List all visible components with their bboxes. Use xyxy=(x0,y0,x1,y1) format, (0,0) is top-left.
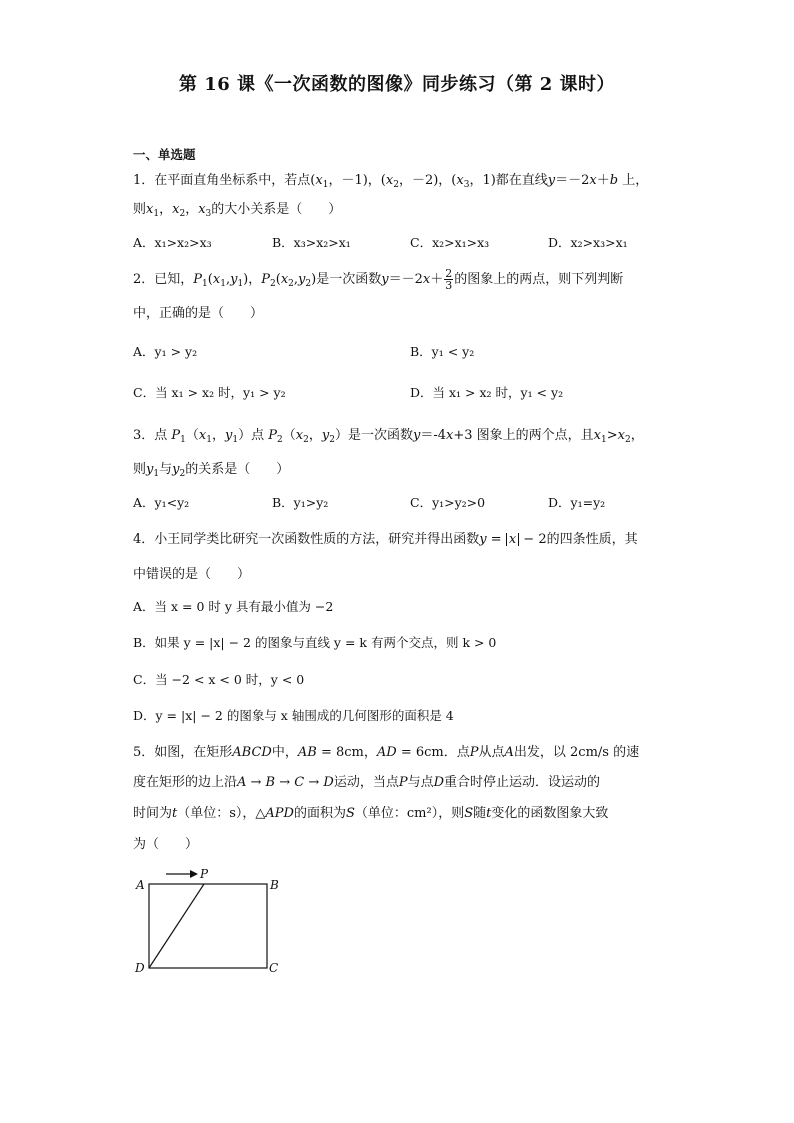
rectangle-figure xyxy=(130,860,300,980)
question-2-option-b[interactable]: B．y₁ < y₂ xyxy=(410,344,475,359)
question-3-option-c[interactable]: C．y₁>y₂>0 xyxy=(410,495,486,510)
question-1-option-a[interactable]: A．x₁>x₂>x₃ xyxy=(133,235,212,250)
direction-arrow-icon xyxy=(190,870,198,878)
fraction-two-thirds: $\frac{2}{3}$ xyxy=(445,267,453,292)
question-5-line-3: 时间为t（单位：s），△APD的面积为S（单位：cm²），则S随t变化的函数图象大致 xyxy=(133,806,609,821)
question-2-option-d[interactable]: D．当 x₁ > x₂ 时，y₁ < y₂ xyxy=(410,385,564,400)
label-d: D xyxy=(135,961,145,975)
question-3-option-b[interactable]: B．y₁>y₂ xyxy=(272,495,329,510)
question-3-line-2: 则$y_1$与$y_2$的关系是（ ） xyxy=(133,462,290,479)
question-4-option-a[interactable]: A．当 x = 0 时 y 具有最小值为 −2 xyxy=(133,599,334,614)
question-4-line-2: 中错误的是（ ） xyxy=(133,567,251,582)
segment-dp xyxy=(149,884,204,968)
question-2-line-2: 中，正确的是（ ） xyxy=(133,306,264,321)
question-2-option-c[interactable]: C．当 x₁ > x₂ 时，y₁ > y₂ xyxy=(133,385,286,400)
question-5-line-4: 为（ ） xyxy=(133,837,199,852)
rectangle-abcd xyxy=(149,884,267,968)
label-c: C xyxy=(269,961,279,975)
label-a: A xyxy=(136,878,145,892)
label-b: B xyxy=(270,878,279,892)
label-p: P xyxy=(200,867,209,881)
question-1-line-2: 则$x_1$，$x_2$，$x_3$的大小关系是（ ） xyxy=(133,202,342,219)
question-2-option-a[interactable]: A．y₁ > y₂ xyxy=(133,344,198,359)
question-4-option-b[interactable]: B．如果 y = |x| − 2 的图象与直线 y = k 有两个交点，则 k > 0 xyxy=(133,635,497,650)
section-heading: 一、单选题 xyxy=(133,147,196,162)
question-1-line-1: 1．在平面直角坐标系中，若点($x_1$，－1)，($x_2$，－2)，($x_3$，1)都在直线y＝－2x＋b 上， xyxy=(133,173,649,190)
question-4-option-d[interactable]: D．y = |x| − 2 的图象与 x 轴围成的几何图形的面积是 4 xyxy=(133,708,454,723)
question-3-line-1: 3．点 $P_1(x_1$，$y_1$）点 $P_2(x_2$，$y_2$）是一次函数y＝-4x+3 图象上的两个点，且$x_1>x_2$， xyxy=(133,428,644,445)
question-1-option-c[interactable]: C．x₂>x₁>x₃ xyxy=(410,235,490,250)
question-4-line-1: 4．小王同学类比研究一次函数性质的方法，研究并得出函数y = x − 2的四条性质，其 xyxy=(133,532,638,547)
question-1-option-b[interactable]: B．x₃>x₂>x₁ xyxy=(272,235,351,250)
question-1-option-d[interactable]: D．x₂>x₃>x₁ xyxy=(548,235,628,250)
question-4-option-c[interactable]: C．当 −2 < x < 0 时，y < 0 xyxy=(133,672,305,687)
page-title: 第 16 课《一次函数的图像》同步练习（第 2 课时） xyxy=(178,74,616,95)
question-2-line-1: 2．已知，$P_1(x_1,y_1)$，$P_2(x_2,y_2)$是一次函数y＝－2x＋ $\frac{2}{3}$ 的图象上的两点，则下列判断 xyxy=(133,267,624,292)
question-3-option-d[interactable]: D．y₁=y₂ xyxy=(548,495,606,510)
question-5-line-1: 5．如图，在矩形ABCD中，AB = 8cm，AD = 6cm．点P从点A出发，以 2cm/s 的速 xyxy=(133,745,640,760)
question-3-option-a[interactable]: A．y₁<y₂ xyxy=(133,495,190,510)
question-5-line-2: 度在矩形的边上沿A → B → C → D运动，当点P与点D重合时停止运动．设运动的 xyxy=(133,775,601,790)
